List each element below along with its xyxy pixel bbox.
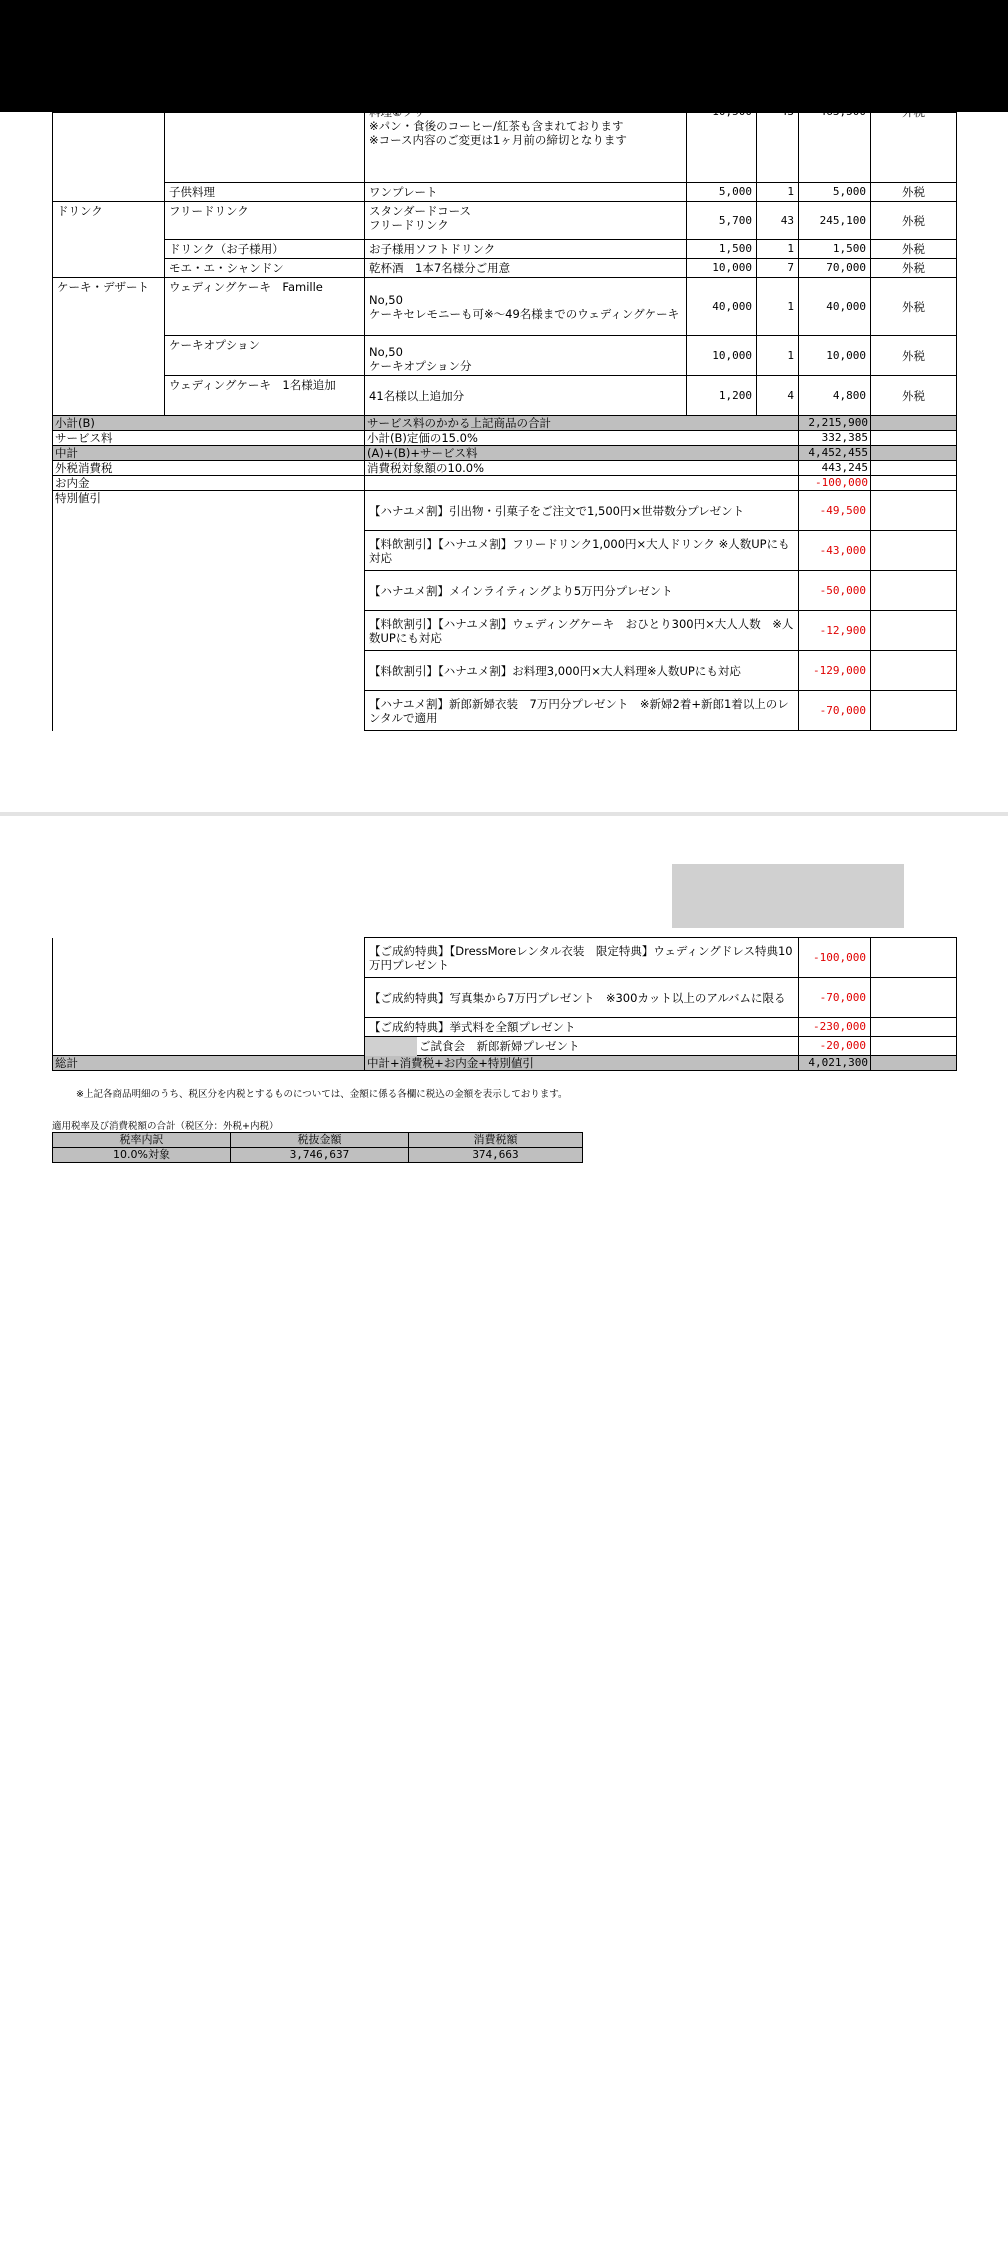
discount-row: 【ご成約特典】写真集から7万円プレゼント ※300カット以上のアルバムに限る -70,000 xyxy=(53,978,957,1018)
table-row: 料理②フリー ※パン・食後のコーヒー/紅茶も含まれております ※コース内容のご変更は1ヶ月前の締切となります 10,500 43 463,500 外税 xyxy=(53,113,957,183)
estimate-table-1 xyxy=(52,105,957,731)
estimate-table-2 xyxy=(52,937,957,1071)
table-row: ウェディングケーキ 1名様追加 41名様以上追加分 1,200 4 4,800 外税 xyxy=(53,376,957,416)
tax-summary-row: 10.0%対象 3,746,637 374,663 xyxy=(53,1148,583,1163)
top-black-bar xyxy=(0,0,1008,112)
discount-row: 【料飲割引】【ハナユメ割】ウェディングケーキ おひとり300円×大人人数 ※人数UPにも対応 -12,900 xyxy=(53,611,957,651)
table-row: ケーキオプション No,50 ケーキオプション分 10,000 1 10,000 外税 xyxy=(53,336,957,376)
table-row: ドリンク（お子様用） お子様用ソフトドリンク 1,500 1 1,500 外税 xyxy=(53,240,957,259)
discount-row: 【料飲割引】【ハナユメ割】フリードリンク1,000円×大人ドリンク ※人数UPにも対応 -43,000 xyxy=(53,531,957,571)
discount-row: 【ハナユメ割】新郎新婦衣装 7万円分プレゼント ※新婦2着+新郎1着以上のレンタルで適用 -70,000 xyxy=(53,691,957,731)
estimate-page-1 xyxy=(52,105,956,731)
subtotal-row: 小計(B) サービス料のかかる上記商品の合計 2,215,900 xyxy=(53,416,957,431)
table-row: ドリンク フリードリンク スタンダードコース フリードリンク 5,700 43 245,100 外税 xyxy=(53,202,957,240)
tax-summary-caption: 適用税率及び消費税額の合計（税区分：外税+内税） xyxy=(52,1121,279,1132)
table-row: 子供料理 ワンプレート 5,000 1 5,000 外税 xyxy=(53,183,957,202)
deposit-row: お内金 -100,000 xyxy=(53,476,957,491)
midtotal-row: 中計 (A)+(B)+サービス料 4,452,455 xyxy=(53,446,957,461)
discount-row: 特別値引 【ハナユメ割】引出物・引菓子をご注文で1,500円×世帯数分プレゼント -49,500 xyxy=(53,491,957,531)
estimate-page-2 xyxy=(52,937,956,1071)
tax-summary-table xyxy=(52,1132,583,1163)
tax-summary-header: 税率内訳 税抜金額 消費税額 xyxy=(53,1133,583,1148)
table-row: モエ・エ・シャンドン 乾杯酒 1本7名様分ご用意 10,000 7 70,000 外税 xyxy=(53,259,957,278)
course-desc: 料理②フリー ※パン・食後のコーヒー/紅茶も含まれております ※コース内容のご変更は1ヶ月前の締切となります xyxy=(365,113,687,183)
tax-note: ※上記各商品明細のうち、税区分を内税とするものについては、金額に係る各欄に税込の金額を表示しております。 xyxy=(76,1089,568,1100)
redacted-patch xyxy=(365,1037,417,1056)
table-row: ケーキ・デザート ウェディングケーキ Famille No,50 ケーキセレモニーも可※～49名様までのウェディングケーキ 40,000 1 40,000 外税 xyxy=(53,278,957,336)
tax-row: 外税消費税 消費税対象額の10.0% 443,245 xyxy=(53,461,957,476)
page-divider xyxy=(0,812,1008,816)
discount-row: ご試食会 新郎新婦プレゼント -20,000 xyxy=(53,1037,957,1056)
discount-row: 【ハナユメ割】メインライティングより5万円分プレゼント -50,000 xyxy=(53,571,957,611)
redacted-box xyxy=(672,864,904,928)
discount-row: 【ご成約特典】【DressMoreレンタル衣装 限定特典】ウェディングドレス特典10万円プレゼント -100,000 xyxy=(53,938,957,978)
service-row: サービス料 小計(B)定価の15.0% 332,385 xyxy=(53,431,957,446)
discount-row: 【料飲割引】【ハナユメ割】お料理3,000円×大人料理※人数UPにも対応 -129,000 xyxy=(53,651,957,691)
discount-row: 【ご成約特典】挙式料を全額プレゼント -230,000 xyxy=(53,1018,957,1037)
grand-total-row: 総計 中計+消費税+お内金+特別値引 4,021,300 xyxy=(53,1056,957,1071)
